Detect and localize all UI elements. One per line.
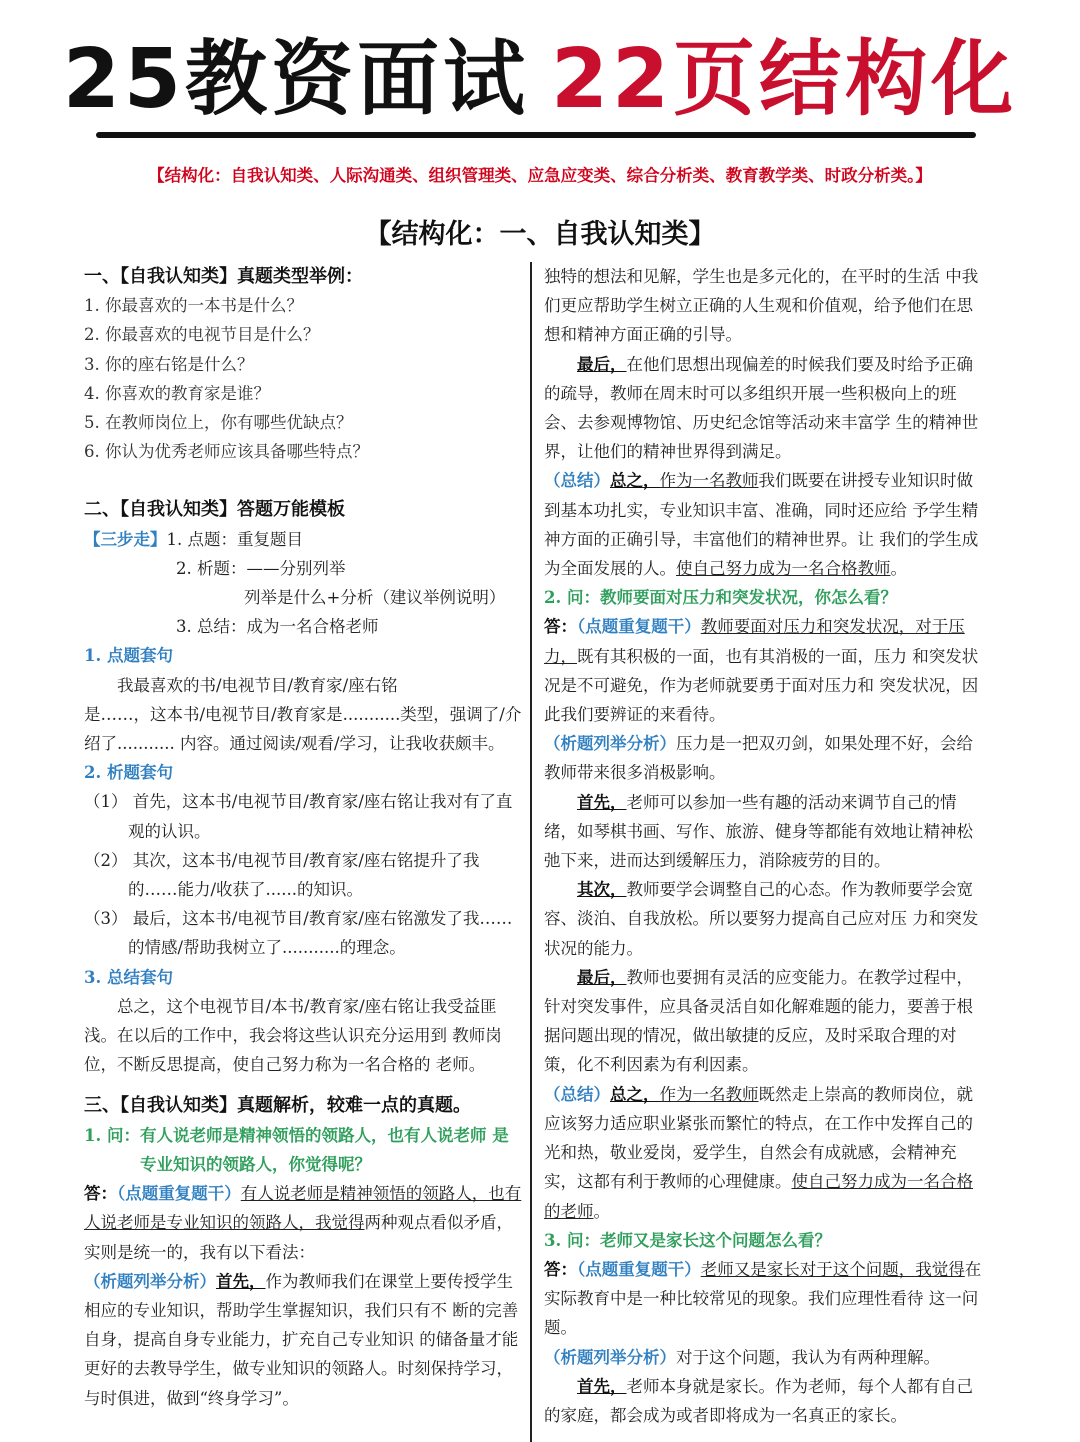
p1-text-a: 我最喜欢的书/电视节目/教育家/座右铭 (117, 675, 398, 695)
answer-1-analysis (84, 1267, 524, 1413)
page-title (0, 30, 1080, 130)
step-2b: 列举是什么+分析（建议举例说明） (244, 588, 506, 608)
summary-2 (544, 1080, 986, 1226)
s1-title: 一、【自我认知类】真题类型举例： (84, 266, 363, 287)
tag-restate: （点题重复题干） (577, 617, 701, 637)
step-3: 3. 总结：成为一名合格老师 (176, 617, 379, 637)
summary-lead: 总之， (610, 1084, 660, 1104)
answer-3-first (544, 1372, 986, 1430)
tag-restate: （点题重复题干） (577, 1259, 701, 1279)
s1-item: 2. 你最喜欢的电视节目是什么？ (84, 325, 320, 345)
last-text: 在他们思想出现偏差的时候我们要及时给予正确的疏导，教师在周末时可以多组织开展一些积极向上的班会、去参观博物馆、历史纪念馆等活动来丰富学 生的精神世界，让他们的精神世界得到满足。 (544, 354, 979, 462)
category-list: 【结构化：自我认知类、人际沟通类、组织管理类、应急应变类、综合分析类、教育教学类、时政分析类。】 (148, 166, 932, 185)
first-label: 首先， (577, 792, 627, 812)
p1-title: 1. 点题套句 (84, 646, 173, 666)
tag-analysis: （析题列举分析） (544, 734, 676, 754)
p3-title: 3. 总结套句 (84, 967, 173, 987)
second-label: 其次， (577, 880, 627, 900)
p3-text: 总之，这个电视节目/本书/教育家/座右铭让我受益匪浅。在以后的工作中，我会将这些认识充分运用到 教师岗位，不断反思提高，使自己努力称为一名合格的 老师。 (84, 996, 502, 1075)
first-text: 老师本身就是家长。作为老师，每个人都有自己的家庭，都会成为或者即将成为一名真正的家长。 (544, 1376, 973, 1425)
question-3: 3. 问：老师又是家长这个问题怎么看？ (544, 1230, 831, 1250)
tag-restate: （点题重复题干） (117, 1184, 241, 1204)
question-2: 2. 问：教师要面对压力和突发状况，你怎么看？ (544, 588, 897, 608)
step-2: 2. 析题：——分别列举 (176, 558, 346, 578)
answer-2-last (544, 963, 986, 1080)
s1-item: 4. 你喜欢的教育家是谁？ (84, 383, 270, 403)
answer-2-first (544, 788, 986, 876)
s1-item: 3. 你的座右铭是什么？ (84, 354, 254, 374)
answer-2-analysis (544, 729, 986, 787)
s2-title: 二、【自我认知类】答题万能模板 (84, 499, 345, 521)
answer-label: 答： (84, 1184, 117, 1204)
first-text: 老师可以参加一些有趣的活动来调节自己的情绪，如琴棋书画、写作、旅游、健身等都能有效地让精神松弛下来，进而达到缓解压力，消除疲劳的目的。 (544, 792, 973, 871)
s3-title: 三、【自我认知类】真题解析，较难一点的真题。 (84, 1095, 471, 1117)
answer-2 (544, 612, 986, 729)
answer-2-text: 既有其积极的一面，也有其消极的一面，压力 和突发状况是不可避免，作为老师就要勇于面对压力和 突发状况，因此我们要辨证的来看待。 (544, 646, 979, 725)
summary-lead: 总之， (610, 471, 660, 491)
first-text: 作为教师我们在课堂上要传授学生相应的专业知识，帮助学生掌握知识，我们只有不 断的完善自身，提高自身专业能力，扩充自己专业知识 的储备量才能更好的去教导学生，做专业知识的领路人。时刻保持学习，与时俱进，做到“终身学习”。 (84, 1271, 519, 1408)
steps-tag: 【三步走】 (84, 529, 167, 549)
answer-1-underline: 有人说老师是精神领悟的领路人，也有人说老师是专业知识的领路人，我觉得 (84, 1184, 522, 1233)
p2-item-1: （1） 首先，这本书/电视节目/教育家/座右铭让我对有了直观的认识。 (84, 792, 513, 841)
last-label: 最后， (577, 354, 627, 374)
answer-label: 答： (544, 617, 577, 637)
summary-end-underline: 使自己努力成为一名合格教师 (676, 559, 891, 579)
p2-item-3: （3） 最后，这本书/电视节目/教育家/座右铭激发了我……的情感/帮助我树立了...........的理念。 (84, 909, 513, 958)
title-black: 25教资面试 (62, 32, 529, 127)
summary-text: 既然走上崇高的教师岗位，就应该努力适应职业紧张而繁忙的特点，在工作中发挥自己的光和热，敬业爱岗，爱学生，自然会有成就感，会精神充实，这都有利于教师的心理健康。 (544, 1084, 973, 1192)
summary-text: 我们既要在讲授专业知识时做到基本功扎实，专业知识丰富、准确，同时还应给 予学生精神方面的正确引导，丰富他们的精神世界。让 我们的学生成为全面发展的人。 (544, 471, 979, 579)
r-last (544, 350, 986, 467)
answer-3-text: 在实际教育中是一种比较常见的现象。我们应理性看待 这一问题。 (544, 1259, 982, 1338)
tag-analysis: （析题列举分析） (544, 1347, 676, 1367)
answer-2-underline: 教师要面对压力和突发状况，对于压力， (544, 617, 965, 666)
answer-label: 答： (544, 1259, 577, 1279)
question-1: 1. 问：有人说老师是精神领悟的领路人，也有人说老师 是专业知识的领路人，你觉得呢？ (84, 1125, 509, 1174)
s1-item: 1. 你最喜欢的一本书是什么？ (84, 296, 303, 316)
section-title: 【结构化：一、自我认知类】 (364, 219, 716, 250)
p1-text-b: 是……，这本书/电视节目/教育家是...........类型，强调了/介绍了........... 内容。通过阅读/观看/学习，让我收获颇丰。 (84, 704, 522, 754)
summary-1 (544, 466, 986, 583)
title-red: 22页结构化 (551, 32, 1018, 127)
p2-item-2: （2） 其次，这本书/电视节目/教育家/座右铭提升了我的……能力/收获了......的知识。 (84, 850, 480, 900)
title-underline (96, 132, 976, 138)
last-label: 最后， (577, 967, 627, 987)
summary-end-underline: 使自己努力成为一名合格的老师 (544, 1172, 973, 1221)
answer-2-second (544, 875, 986, 963)
s1-item: 6. 你认为优秀老师应该具备哪些特点？ (84, 442, 369, 462)
step-1 (84, 525, 524, 554)
tag-summary: （总结） (544, 1084, 610, 1104)
answer-1 (84, 1179, 524, 1267)
summary-underline: 作为一名教师 (659, 471, 759, 491)
analysis-text: 对于这个问题，我认为有两种理解。 (676, 1347, 940, 1367)
tag-analysis: （析题列举分析） (84, 1271, 216, 1291)
first-label: 首先， (216, 1271, 266, 1291)
answer-1-rest: 两种观点看似矛盾，实则是统一的，我有以下看法： (84, 1213, 513, 1262)
last-text: 教师也要拥有灵活的应变能力。在教学过程中，针对突发事件，应具备灵活自如化解难题的能力，要善于根据问题出现的情况，做出敏捷的反应，及时采取合理的对策，化不利因素为有利因素。 (544, 967, 973, 1075)
answer-3-underline: 老师又是家长对于这个问题，我觉得 (700, 1259, 965, 1279)
answer-3-analysis (544, 1343, 986, 1372)
r-paragraph-1: 独特的想法和见解，学生也是多元化的，在平时的生活 中我们更应帮助学生树立正确的人生观和价值观，给予他们在思想和精神方面正确的引导。 (544, 267, 979, 345)
summary-end: 。 (593, 1201, 610, 1221)
answer-3 (544, 1255, 986, 1343)
left-column (84, 262, 524, 1413)
p2-title: 2. 析题套句 (84, 763, 173, 783)
analysis-text: 压力是一把双刃剑，如果处理不好，会给教师带来很多消极影响。 (544, 734, 973, 783)
right-column (544, 262, 986, 1430)
summary-end: 。 (890, 559, 907, 579)
summary-underline: 作为一名教师 (659, 1084, 759, 1104)
s1-item: 5. 在教师岗位上，你有哪些优缺点？ (84, 413, 353, 433)
first-label: 首先， (577, 1376, 627, 1396)
step-1-text: 1. 点题：重复题目 (166, 529, 303, 549)
tag-summary: （总结） (544, 471, 610, 491)
column-divider (530, 262, 532, 1442)
second-text: 教师要学会调整自己的心态。作为教师要学会宽容、淡泊、自我放松。所以要努力提高自己应对压 力和突发状况的能力。 (544, 880, 979, 958)
